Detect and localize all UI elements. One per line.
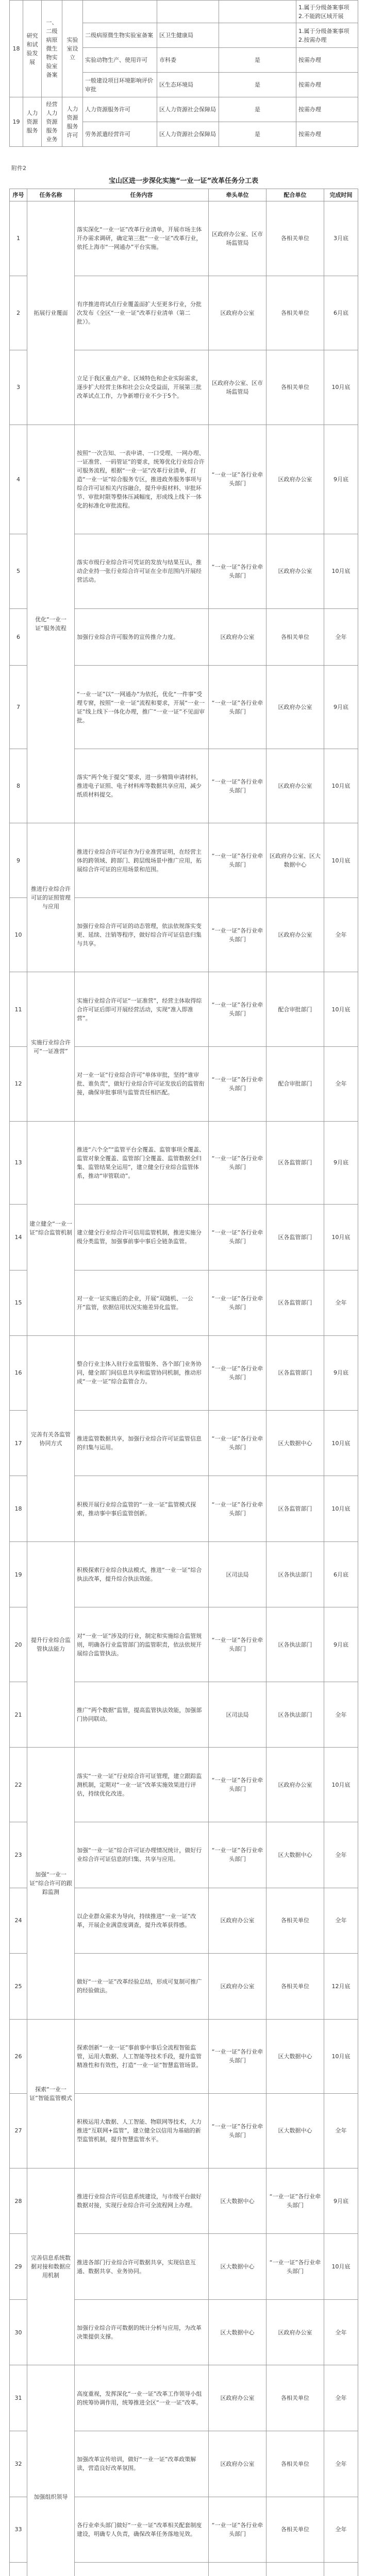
- task-content: 按照“一次告知、一表申请、一口受理、一网办理、一证准营、一码管证”的要求，统筹优化行业综合许可服务流程，根据“一业一证”改革行业清单，打造“一业一证”综合服务专区，推进政务服务事项与综合许可证相关内容融合，提升申报材料、审批环节、审批时限等整体压减幅度，形成线上线下一体化的标准化审批流程。: [75, 425, 209, 534]
- deadline: 全年: [324, 2431, 358, 2497]
- coop-unit: 区各监管部门: [266, 1336, 324, 1411]
- row-no: 19: [10, 97, 23, 147]
- coop-unit: 区政府办公室: [266, 749, 324, 823]
- task-content: 对“一业一证”涉及的行业，制定和实施综合监管规则，明确各行业监管部门的监管职责，依法依规开展综合监管执法。: [75, 1607, 209, 1682]
- deadline: 全年: [324, 1888, 358, 1954]
- lead-unit: “一业一证”各行业牵头部门: [209, 2497, 266, 2563]
- coop-unit: 区大数据中心: [266, 1410, 324, 1476]
- deadline: [324, 2563, 358, 2576]
- row-number: 31: [10, 2365, 27, 2431]
- lead-unit: 区大数据中心: [209, 2168, 266, 2234]
- task-content: [75, 2563, 209, 2576]
- coop-unit: 区大数据中心: [266, 2019, 324, 2094]
- deadline: 9月底: [324, 1607, 358, 1682]
- cell: [219, 23, 296, 48]
- deadline: 6月底: [324, 1541, 358, 1607]
- row-number: 16: [10, 1336, 27, 1411]
- row-col-a: 一、二级病原微生物实验室备案: [42, 1, 62, 97]
- lead-unit: 区政府办公室: [209, 2431, 266, 2497]
- row-matter: 人力资源服务: [23, 97, 42, 147]
- table-header-row: [10, 189, 358, 201]
- cell-note: 1.属于分级备案事项 2.按需办理: [296, 23, 358, 48]
- coop-unit: 各相关单位: [266, 2431, 324, 2497]
- task-content: 落实市级行业综合许可凭证的发放与结果互认，推动企业持一张行业综合许可证在全市范围内开展经营活动。: [75, 534, 209, 609]
- task-content: 各行业牵头部门做好“一业一证”改革相关配套制度建设，明确专人负责，确保改革任务落地见效。: [75, 2497, 209, 2563]
- row-number: 10: [10, 897, 27, 972]
- row-matter: 研究和试验发展: [23, 1, 42, 97]
- task-content: 探索创新“一业一证”事前事中事后全流程智能监管，运用大数据、人工智能等技术手段，提升监管精准性和有效性，打造“一业一证”智慧监管场景。: [75, 2019, 209, 2094]
- coop-unit: 各相关单位: [266, 2365, 324, 2431]
- task-table-body: [10, 201, 358, 2576]
- lead-unit: “一业一证”各行业牵头部门: [209, 1607, 266, 1682]
- lead-unit: 区政府办公室: [209, 1954, 266, 2020]
- coop-unit: 各相关单位: [266, 1954, 324, 2020]
- lead-unit: “一业一证”各行业牵头部门: [209, 1270, 266, 1336]
- cell-item: 一般建设项目环境影响评价审批: [83, 73, 157, 97]
- task-content: 加强改革宣传培训，做好“一业一证”改革政策解读，营造良好改革氛围。: [75, 2431, 209, 2497]
- row-number: 8: [10, 749, 27, 823]
- table-row: [10, 2019, 358, 2094]
- row-number: 2: [10, 276, 27, 350]
- table-row: [10, 1336, 358, 1411]
- task-content: 建立健全行业综合许可信用监管机制，推进实施分级分类监管，加强事前事中事后全链条监管。: [75, 1205, 209, 1270]
- coop-unit: 各相关单位: [266, 1888, 324, 1954]
- cell-dept: 区人力资源社会保障局: [157, 122, 219, 147]
- task-name: 推进行业综合许可证的证照管理与应用: [27, 823, 75, 972]
- deadline: 全年: [324, 2094, 358, 2168]
- lead-unit: “一业一证”各行业牵头部门: [209, 2094, 266, 2168]
- task-content: “一业一证”以“一网通办”为依托，优化“一件事”受理专窗，按照“一业一证”流程和要求，开展“一业一证”线上线下一体化办理，推广“一业一证”不见面审批。: [75, 666, 209, 749]
- table-row: [10, 2365, 358, 2431]
- coop-unit: 各相关单位: [266, 2497, 324, 2563]
- lead-unit: “一业一证”各行业牵头部门: [209, 972, 266, 1047]
- lead-unit: [209, 2563, 266, 2576]
- deadline: 3月底: [324, 201, 358, 276]
- coop-unit: 区政府办公室、区大数据中心: [266, 823, 324, 898]
- coop-unit: 配合审批部门: [266, 1047, 324, 1122]
- row-number: 13: [10, 1121, 27, 1205]
- table-row: [10, 823, 358, 898]
- deadline: 10月底: [324, 350, 358, 425]
- deadline: 9月底: [324, 666, 358, 749]
- row-number: 15: [10, 1270, 27, 1336]
- task-content: 加强行业综合许可数据的统计分析与应用，为改革决策提供支撑。: [75, 2299, 209, 2365]
- deadline: 12月底: [324, 1954, 358, 2020]
- row-number: 28: [10, 2168, 27, 2234]
- row-number: 33: [10, 2497, 27, 2563]
- coop-unit: [266, 2563, 324, 2576]
- task-content: 对一业一证实施后的企业，开展“双随机、一公开”监管，依据信用状况实施差异化监管。: [75, 1270, 209, 1336]
- lead-unit: “一业一证”各行业牵头部门: [209, 425, 266, 534]
- lead-unit: 区政府办公室: [209, 276, 266, 350]
- table-row: [10, 201, 358, 276]
- deadline: 10月底: [324, 1205, 358, 1270]
- deadline: 全年: [324, 1682, 358, 1748]
- lead-unit: 区司法局: [209, 1682, 266, 1748]
- row-number: 27: [10, 2094, 27, 2168]
- task-content: 积极探索行业综合执法模式，推进“一业一证”综合执法改革，提升综合执法效能。: [75, 1541, 209, 1607]
- task-name: 加强“一业一证”综合许可的跟踪监测: [27, 1748, 75, 2019]
- task-content: 推广“两个数据”监管，提高监管执法效能，加强部门协同联动。: [75, 1682, 209, 1748]
- lead-unit: 区政府办公室、区市场监管局: [209, 350, 266, 425]
- row-number: 1: [10, 201, 27, 276]
- row-number: 22: [10, 1748, 27, 1822]
- row-number: 19: [10, 1541, 27, 1607]
- coop-unit: 区各监管部门: [266, 1270, 324, 1336]
- lead-unit: “一业一证”各行业牵头部门: [209, 1121, 266, 1205]
- top-table: [9, 0, 358, 147]
- lead-unit: 区政府办公室: [209, 1888, 266, 1954]
- cell-item: 人力资源服务许可: [83, 97, 157, 122]
- cell: [157, 1, 219, 23]
- task-content: 加强行业综合许可证的动态管理，依法依规落实变更、延续、注销等程序，做好综合许可证信息归集与共享。: [75, 897, 209, 972]
- deadline: 全年: [324, 897, 358, 972]
- row-col-a: 经营人力资源服务业务: [42, 97, 62, 147]
- task-content: 推进各部门行业综合许可数据共享，实现信息互通、数据共享、业务协同。: [75, 2234, 209, 2300]
- task-name: 实施行业综合许可“一证准营”: [27, 972, 75, 1121]
- row-number: 24: [10, 1888, 27, 1954]
- cell: [83, 1, 157, 23]
- deadline: 全年: [324, 2299, 358, 2365]
- task-content: 落实“一业一证”行业综合许可证管理，建立跟踪监测机制，定期对“一业一证”改革实施效果进行评估，持续优化改进。: [75, 1748, 209, 1822]
- coop-unit: 各相关单位: [266, 276, 324, 350]
- cell-flag: 是: [219, 48, 296, 73]
- cell-note: 按需办理: [296, 73, 358, 97]
- coop-unit: 区大数据中心: [266, 2094, 324, 2168]
- task-content: 以企业群众需求为导向，持续推进“一业一证”改革，开展企业满意度调查，提升改革获得感。: [75, 1888, 209, 1954]
- cell: [219, 1, 296, 23]
- task-table: [9, 189, 358, 2576]
- row-number: 14: [10, 1205, 27, 1270]
- coop-unit: 配合审批部门: [266, 972, 324, 1047]
- coop-unit: 区大数据中心: [266, 1822, 324, 1888]
- task-content: 立足于我区重点产业、区域特色和企业实际需求，逐步扩大经营主体和社会公众受益面，开展第三批改革试点工作，力争新增行业不少于5个。: [75, 350, 209, 425]
- deadline: 全年: [324, 2497, 358, 2563]
- task-content: 加强“一业一证”综合许可证办理情况统计，做好行业综合许可证信息的归集、共享与应用。: [75, 1822, 209, 1888]
- table-row: [10, 1, 358, 23]
- cell-dept: 区人力资源社会保障局: [157, 97, 219, 122]
- deadline: 10月底: [324, 972, 358, 1047]
- deadline: 10月底: [324, 2019, 358, 2094]
- header-task: 任务名称: [27, 189, 75, 201]
- header-no: 序号: [10, 189, 27, 201]
- row-number: 12: [10, 1047, 27, 1122]
- task-name: 完善有关各监管协同方式: [27, 1336, 75, 1542]
- deadline: 9月底: [324, 2168, 358, 2234]
- row-number: [10, 2563, 27, 2576]
- cell-flag: 是: [219, 122, 296, 147]
- coop-unit: 各相关单位: [266, 608, 324, 666]
- row-number: 3: [10, 350, 27, 425]
- row-number: 7: [10, 666, 27, 749]
- task-content: 推进行业综合许可信息系统建设，与市级平台做好数据对接，实现行业综合许可全流程网上办理。: [75, 2168, 209, 2234]
- deadline: 10月底: [324, 1476, 358, 1542]
- coop-unit: 区政府办公室: [266, 897, 324, 972]
- lead-unit: “一业一证”各行业牵头部门: [209, 749, 266, 823]
- table-row: [10, 1121, 358, 1205]
- task-content: 积极运用大数据、人工智能、物联网等技术，大力推进“互联网+监管”，建立健全以信用为基础的新型监管机制，提升智慧监管水平。: [75, 2094, 209, 2168]
- lead-unit: “一业一证”各行业牵头部门: [209, 2019, 266, 2094]
- lead-unit: “一业一证”各行业牵头部门: [209, 897, 266, 972]
- cell-item: 劳务派遣经营许可: [83, 122, 157, 147]
- deadline: 10月底: [324, 2234, 358, 2300]
- coop-unit: 区政府办公室: [266, 2299, 324, 2365]
- cell-item: 实验动物生产、使用许可: [83, 48, 157, 73]
- cell-flag: 是: [219, 97, 296, 122]
- row-number: 26: [10, 2019, 27, 2094]
- document-title: 宝山区进一步深化实施“一业一证”改革任务分工表: [108, 177, 259, 185]
- lead-unit: 区政府办公室: [209, 2365, 266, 2431]
- cell-flag: 是: [219, 73, 296, 97]
- task-content: 推进“六个全”“监管平台全覆盖、监管事项全覆盖、监管对象全覆盖、监管部门全覆盖、监管数据全归集、监管结果全运用”，建立健全行业综合监管体系，推动“审管联动”。: [75, 1121, 209, 1205]
- cell-dept: 区生态环境局: [157, 73, 219, 97]
- row-number: 23: [10, 1822, 27, 1888]
- task-content: 对一业一证“行业综合许可”单体审批，坚持“谁审批、谁负责”，做好行业综合许可证发放后的监管衔接，确保审批事项与监管责任相匹配。: [75, 1047, 209, 1122]
- task-content: 加强行业综合许可服务的宣传推介力度。: [75, 608, 209, 666]
- coop-unit: 区各执法部门: [266, 1682, 324, 1748]
- lead-unit: “一业一证”各行业牵头部门: [209, 666, 266, 749]
- table-row: [10, 1748, 358, 1822]
- task-content: 有序推进将试点行业覆盖面扩大至更多行业，分批次发布《全区“一业一证”改革行业清单（第二批）》。: [75, 276, 209, 350]
- coop-unit: “一业一证”各行业牵头部门: [266, 2234, 324, 2300]
- coop-unit: 区各执法部门: [266, 1607, 324, 1682]
- task-name: 拓展行业覆面: [27, 201, 75, 425]
- cell-note: 按需办理: [296, 97, 358, 122]
- header-coop: 配合单位: [266, 189, 324, 201]
- task-content: 落实深化“一业一证”改革行业清单，开展市场主体开办需求调研，确定第三批“一业一证”改革行业，依托上海市“一网通办”平台实施。: [75, 201, 209, 276]
- task-content: 积极开展行业综合监管的“一业一证”监管模式探索，推动事中事后监管创新。: [75, 1476, 209, 1542]
- row-number: 30: [10, 2299, 27, 2365]
- deadline: 10月底: [324, 749, 358, 823]
- task-name: 探索“一业一证”智能监管模式: [27, 2019, 75, 2168]
- cell-dept: 市科委: [157, 48, 219, 73]
- deadline: 6月底: [324, 276, 358, 350]
- table-row: [10, 972, 358, 1047]
- lead-unit: 区大数据中心: [209, 2234, 266, 2300]
- coop-unit: 区各监管部门: [266, 1205, 324, 1270]
- row-number: 11: [10, 972, 27, 1047]
- table-row: [10, 425, 358, 534]
- row-number: 25: [10, 1954, 27, 2020]
- lead-unit: “一业一证”各行业牵头部门: [209, 1748, 266, 1822]
- row-col-b: 人力资源服务许可: [62, 97, 83, 147]
- cell-note: 按需办理: [296, 122, 358, 147]
- task-name: 建立健全“一业一证”综合监管机制: [27, 1121, 75, 1336]
- lead-unit: 区政府办公室、区市场监管局: [209, 201, 266, 276]
- deadline: 全年: [324, 608, 358, 666]
- coop-unit: 各相关单位: [266, 201, 324, 276]
- deadline: 10月底: [324, 534, 358, 609]
- coop-unit: 区政府办公室: [266, 534, 324, 609]
- deadline: 10月底: [324, 1748, 358, 1822]
- task-content: 落实“两个免于提交”要求，进一步精简申请材料，推进电子证照、电子材料库等数据共享应用，减少纸质材料提交。: [75, 749, 209, 823]
- lead-unit: “一业一证”各行业牵头部门: [209, 1047, 266, 1122]
- row-number: 6: [10, 608, 27, 666]
- task-content: 高度重视，发挥深化“一业一证”改革工作领导小组的统筹协调作用，统筹推进全区“一业一证”改革。: [75, 2365, 209, 2431]
- table-row: [10, 1541, 358, 1607]
- lead-unit: 区大数据中心: [209, 2299, 266, 2365]
- cell-item: 二级病原微生物实验室备案: [83, 23, 157, 48]
- cell-note: 1.属于分级备案事项 2.不能跨区域开展: [296, 1, 358, 23]
- lead-unit: “一业一证”各行业牵头部门: [209, 534, 266, 609]
- deadline: 全年: [324, 1822, 358, 1888]
- row-col-b: 实验室设立: [62, 1, 83, 97]
- table-row: [10, 97, 358, 122]
- row-number: 17: [10, 1410, 27, 1476]
- task-name: 完善信息系统数据对接和数据应用机制: [27, 2168, 75, 2365]
- coop-unit: 区政府办公室: [266, 1748, 324, 1822]
- row-number: 9: [10, 823, 27, 898]
- cell-dept: 区卫生健康局: [157, 23, 219, 48]
- header-content: 任务内容: [75, 189, 209, 201]
- row-number: 21: [10, 1682, 27, 1748]
- task-name: 提升行业综合监管执法能力: [27, 1541, 75, 1748]
- row-no: 18: [10, 1, 23, 97]
- lead-unit: “一业一证”各行业牵头部门: [209, 1205, 266, 1270]
- deadline: 9月底: [324, 425, 358, 534]
- header-lead: 牵头单位: [209, 189, 266, 201]
- task-content: 实施行业综合许可证“一证准营”，经营主体取得综合许可证后即可开展经营活动，实现“准入即准营”。: [75, 972, 209, 1047]
- table-row: [10, 2168, 358, 2234]
- cell-note: 按需办理: [296, 48, 358, 73]
- coop-unit: 区各执法部门: [266, 1541, 324, 1607]
- row-number: 18: [10, 1476, 27, 1542]
- task-content: 做好“一业一证”改革经验总结，形成可复制可推广的经验做法。: [75, 1954, 209, 2020]
- coop-unit: 区政府办公室: [266, 425, 324, 534]
- lead-unit: “一业一证”各行业牵头部门: [209, 823, 266, 898]
- task-content: 推进监管数据共享，加强行业综合许可证监管信息的归集与运用。: [75, 1410, 209, 1476]
- task-name: 加强组织领导: [27, 2365, 75, 2576]
- coop-unit: 区政府办公室: [266, 666, 324, 749]
- row-number: 29: [10, 2234, 27, 2300]
- lead-unit: “一业一证”各行业牵头部门: [209, 1410, 266, 1476]
- deadline: 10月底: [324, 823, 358, 898]
- deadline: 全年: [324, 2365, 358, 2431]
- lead-unit: “一业一证”各行业牵头部门: [209, 1336, 266, 1411]
- attachment-label: 附件2: [11, 165, 26, 172]
- deadline: 9月底: [324, 1336, 358, 1411]
- lead-unit: “一业一证”各行业牵头部门: [209, 1476, 266, 1542]
- coop-unit: 区各监管部门: [266, 1121, 324, 1205]
- coop-unit: “一业一证”各行业牵头部门: [266, 2168, 324, 2234]
- deadline: 10月底: [324, 1410, 358, 1476]
- row-number: 5: [10, 534, 27, 609]
- header-time: 完成时间: [324, 189, 358, 201]
- row-number: 4: [10, 425, 27, 534]
- deadline: 全年: [324, 1270, 358, 1336]
- deadline: 全年: [324, 1047, 358, 1122]
- task-content: 整合行业主体入驻行业监管服务、各个部门业务协同，健全部门间信息共享和监管协同机制，推动形成“一业一证”综合监管合力。: [75, 1336, 209, 1411]
- row-number: 32: [10, 2431, 27, 2497]
- row-number: 20: [10, 1607, 27, 1682]
- lead-unit: “一业一证”各行业牵头部门: [209, 1822, 266, 1888]
- coop-unit: 各相关单位: [266, 350, 324, 425]
- coop-unit: 区各监管部门: [266, 1476, 324, 1542]
- lead-unit: 区政府办公室: [209, 608, 266, 666]
- task-name: 优化“一业一证”服务流程: [27, 425, 75, 823]
- task-content: 推进行业综合许可证作为行业准营证明，在经营主体的跨领域、跨部门、跨层级场景中推广应用，拓展综合许可证的应用场景和范围。: [75, 823, 209, 898]
- lead-unit: 区司法局: [209, 1541, 266, 1607]
- deadline: 9月底: [324, 1121, 358, 1205]
